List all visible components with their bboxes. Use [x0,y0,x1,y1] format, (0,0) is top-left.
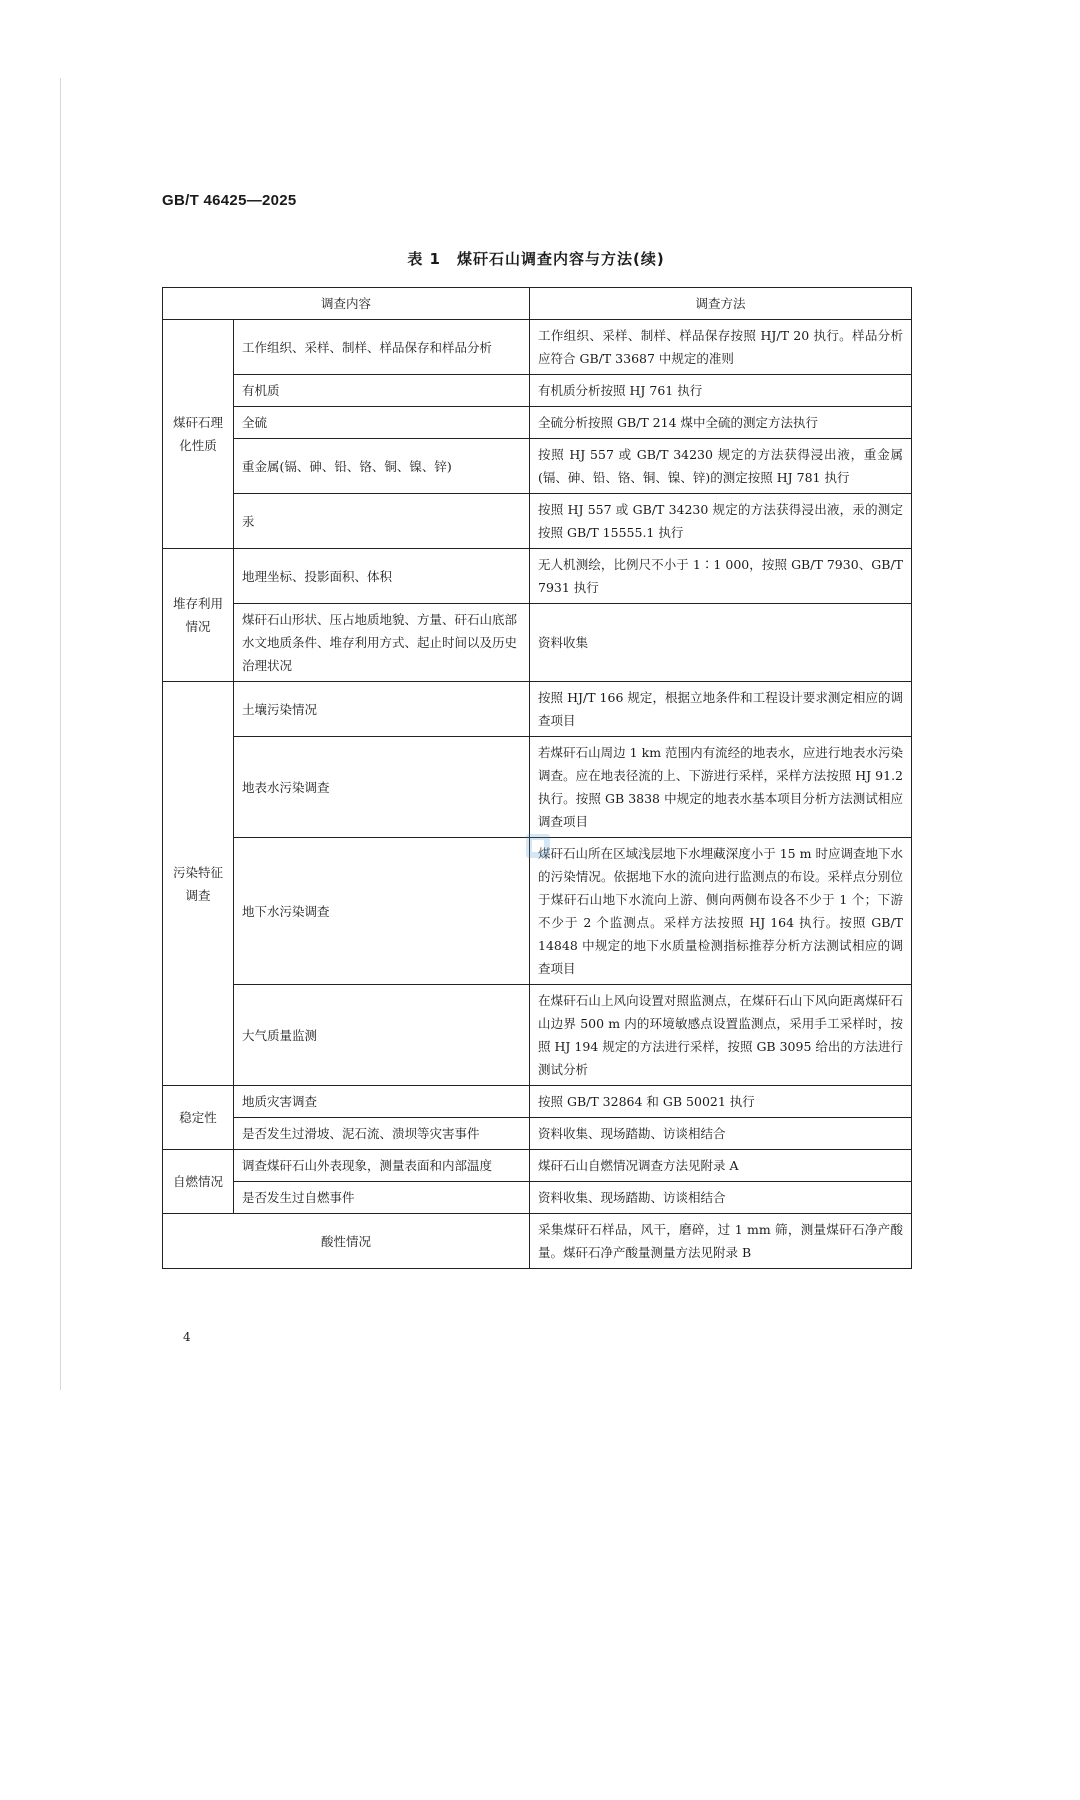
method-cell: 按照 HJ/T 166 规定，根据立地条件和工程设计要求测定相应的调查项目 [530,682,912,737]
method-cell: 无人机测绘，比例尺不小于 1∶1 000，按照 GB/T 7930、GB/T 7931 执行 [530,549,912,604]
table-row [163,494,912,549]
column-header-content: 调查内容 [163,288,530,320]
page-margin-line [60,78,61,1390]
table-row [163,604,912,682]
column-header-method: 调查方法 [530,288,912,320]
method-cell: 有机质分析按照 HJ 761 执行 [530,375,912,407]
item-cell: 酸性情况 [163,1214,530,1269]
method-cell: 按照 HJ 557 或 GB/T 34230 规定的方法获得浸出液，汞的测定按照 GB/T 15555.1 执行 [530,494,912,549]
method-cell: 资料收集 [530,604,912,682]
method-cell: 在煤矸石山上风向设置对照监测点，在煤矸石山下风向距离煤矸石山边界 500 m 内的环境敏感点设置监测点，采用手工采样时，按照 HJ 194 规定的方法进行采样，按照 GB 3095 给出的方法进行测试分析 [530,985,912,1086]
method-cell: 煤矸石山所在区域浅层地下水埋藏深度小于 15 m 时应调查地下水的污染情况。依据地下水的流向进行监测点的布设。采样点分别位于煤矸石山地下水流向上游、侧向两侧布设各不少于 1 个；下游不少于 2 个监测点。采样方法按照 HJ 164 执行。按照 GB/T 14848 中规定的地下水质量检测指标推荐分析方法测试相应的调查项目 [530,838,912,985]
table-row [163,439,912,494]
table-row [163,682,912,737]
item-cell: 地表水污染调查 [234,737,530,838]
item-cell: 地下水污染调查 [234,838,530,985]
category-cell: 自燃情况 [163,1150,234,1214]
table-row [163,737,912,838]
method-cell: 资料收集、现场踏勘、访谈相结合 [530,1182,912,1214]
item-cell: 是否发生过滑坡、泥石流、溃坝等灾害事件 [234,1118,530,1150]
method-cell: 全硫分析按照 GB/T 214 煤中全硫的测定方法执行 [530,407,912,439]
table-title: 表 1 煤矸石山调查内容与方法(续) [407,250,665,268]
table-row [163,1182,912,1214]
table-row [163,1214,912,1269]
table-row [163,1086,912,1118]
method-cell: 按照 HJ 557 或 GB/T 34230 规定的方法获得浸出液，重金属(镉、砷、铅、铬、铜、镍、锌)的测定按照 HJ 781 执行 [530,439,912,494]
item-cell: 汞 [234,494,530,549]
table-row [163,549,912,604]
item-cell: 是否发生过自燃事件 [234,1182,530,1214]
method-cell: 资料收集、现场踏勘、访谈相结合 [530,1118,912,1150]
category-cell: 煤矸石理化性质 [163,320,234,549]
category-cell: 堆存利用情况 [163,549,234,682]
table-row [163,407,912,439]
standard-code: GB/T 46425—2025 [162,192,297,209]
item-cell: 调查煤矸石山外表现象，测量表面和内部温度 [234,1150,530,1182]
item-cell: 地质灾害调查 [234,1086,530,1118]
method-cell: 煤矸石山自燃情况调查方法见附录 A [530,1150,912,1182]
survey-table [162,287,912,1269]
category-cell: 稳定性 [163,1086,234,1150]
item-cell: 重金属(镉、砷、铅、铬、铜、镍、锌) [234,439,530,494]
item-cell: 工作组织、采样、制样、样品保存和样品分析 [234,320,530,375]
item-cell: 土壤污染情况 [234,682,530,737]
table-row [163,1150,912,1182]
method-cell: 工作组织、采样、制样、样品保存按照 HJ/T 20 执行。样品分析应符合 GB/T 33687 中规定的准则 [530,320,912,375]
item-cell: 大气质量监测 [234,985,530,1086]
item-cell: 全硫 [234,407,530,439]
method-cell: 按照 GB/T 32864 和 GB 50021 执行 [530,1086,912,1118]
page-number: 4 [183,1330,191,1344]
item-cell: 地理坐标、投影面积、体积 [234,549,530,604]
method-cell: 采集煤矸石样品，风干，磨碎，过 1 mm 筛，测量煤矸石净产酸量。煤矸石净产酸量测量方法见附录 B [530,1214,912,1269]
table-header-row [163,288,912,320]
table-row [163,985,912,1086]
category-cell: 污染特征调查 [163,682,234,1086]
method-cell: 若煤矸石山周边 1 km 范围内有流经的地表水，应进行地表水污染调查。应在地表径流的上、下游进行采样，采样方法按照 HJ 91.2 执行。按照 GB 3838 中规定的地表水基本项目分析方法测试相应调查项目 [530,737,912,838]
table-row [163,1118,912,1150]
watermark-icon [524,832,552,860]
item-cell: 煤矸石山形状、压占地质地貌、方量、矸石山底部水文地质条件、堆存利用方式、起止时间以及历史治理状况 [234,604,530,682]
table-row [163,320,912,375]
table-row [163,375,912,407]
item-cell: 有机质 [234,375,530,407]
